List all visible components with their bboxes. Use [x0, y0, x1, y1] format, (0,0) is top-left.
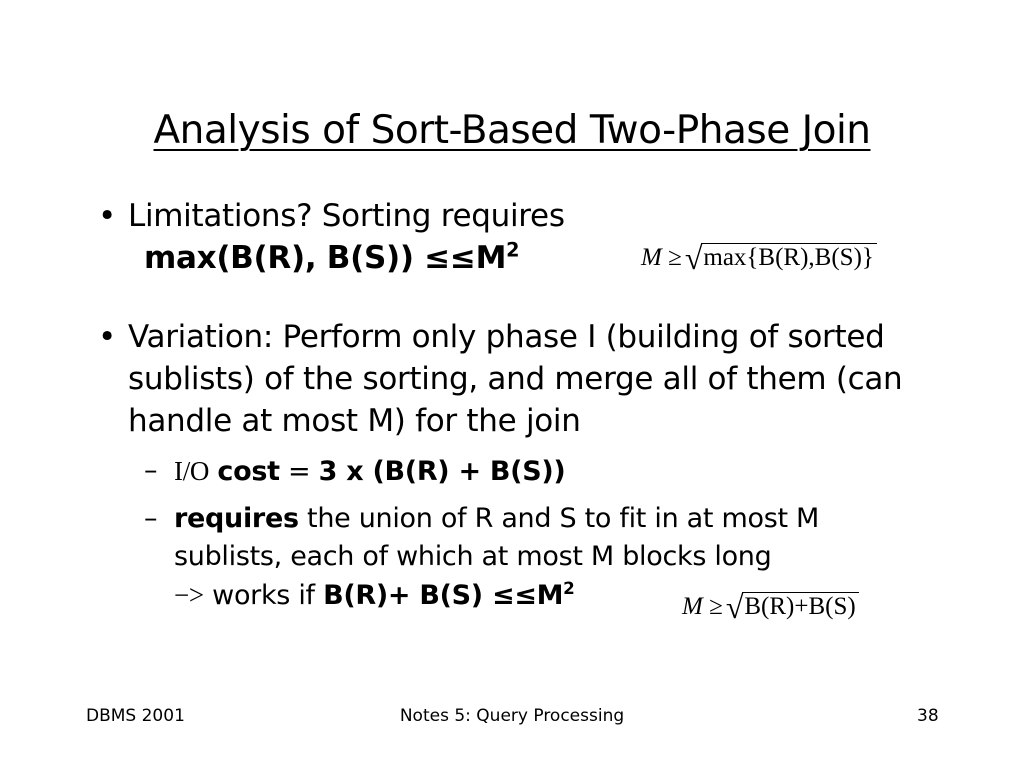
formula-lhs: M: [682, 593, 703, 620]
cost-value: 3 x (B(R) + B(S)): [318, 456, 566, 487]
bullet-variation: [98, 316, 928, 442]
footer-course: DBMS 2001: [86, 706, 185, 726]
works-if-exponent: 2: [563, 578, 575, 598]
works-if-label: works if: [212, 580, 315, 611]
square-root-symbol: √: [725, 589, 744, 625]
formula-sum-sqrt: [682, 589, 859, 626]
bullet-variation-text: Variation: Perform only phase I (building of sorted sublists) of the sorting, and merge all of them (can handle at most M) for the join: [128, 319, 903, 439]
formula-operator: ≥: [709, 593, 723, 620]
requires-word: requires: [174, 503, 299, 534]
slide-title: Analysis of Sort-Based Two-Phase Join: [153, 108, 871, 153]
square-root-symbol: √: [684, 240, 703, 276]
bullet-limitations-line2: [128, 237, 565, 279]
formula-operator: ≥: [668, 244, 682, 271]
memory-requirement: max(B(R), B(S)) ≤≤M: [144, 240, 507, 276]
implies-arrow: −>: [174, 580, 204, 610]
bullet-limitations-line1: Limitations? Sorting requires: [128, 198, 565, 234]
memory-requirement-exponent: 2: [506, 238, 520, 262]
cost-word: cost: [217, 456, 280, 487]
formula-radicand: max{B(R),B(S)}: [701, 243, 877, 272]
sub-bullet-cost: [144, 452, 566, 491]
sub-bullet-marker: –: [144, 503, 158, 534]
cost-equals: =: [288, 456, 311, 487]
works-if-condition: B(R)+ B(S) ≤≤M: [323, 580, 564, 611]
bullet-marker: •: [98, 198, 116, 234]
formula-lhs: M: [641, 244, 662, 271]
bullet-marker: •: [98, 319, 116, 355]
formula-radicand: B(R)+B(S): [742, 592, 858, 621]
bullet-limitations: [98, 195, 565, 279]
footer-page-number: 38: [917, 706, 939, 726]
footer-chapter: Notes 5: Query Processing: [399, 706, 625, 726]
requires-text: the union of R and S to fit in at most M sublists, each of which at most M blocks long: [174, 503, 820, 572]
io-label: I/O: [174, 456, 210, 486]
formula-max-sqrt: [641, 240, 877, 277]
sub-bullet-marker: –: [144, 455, 158, 486]
